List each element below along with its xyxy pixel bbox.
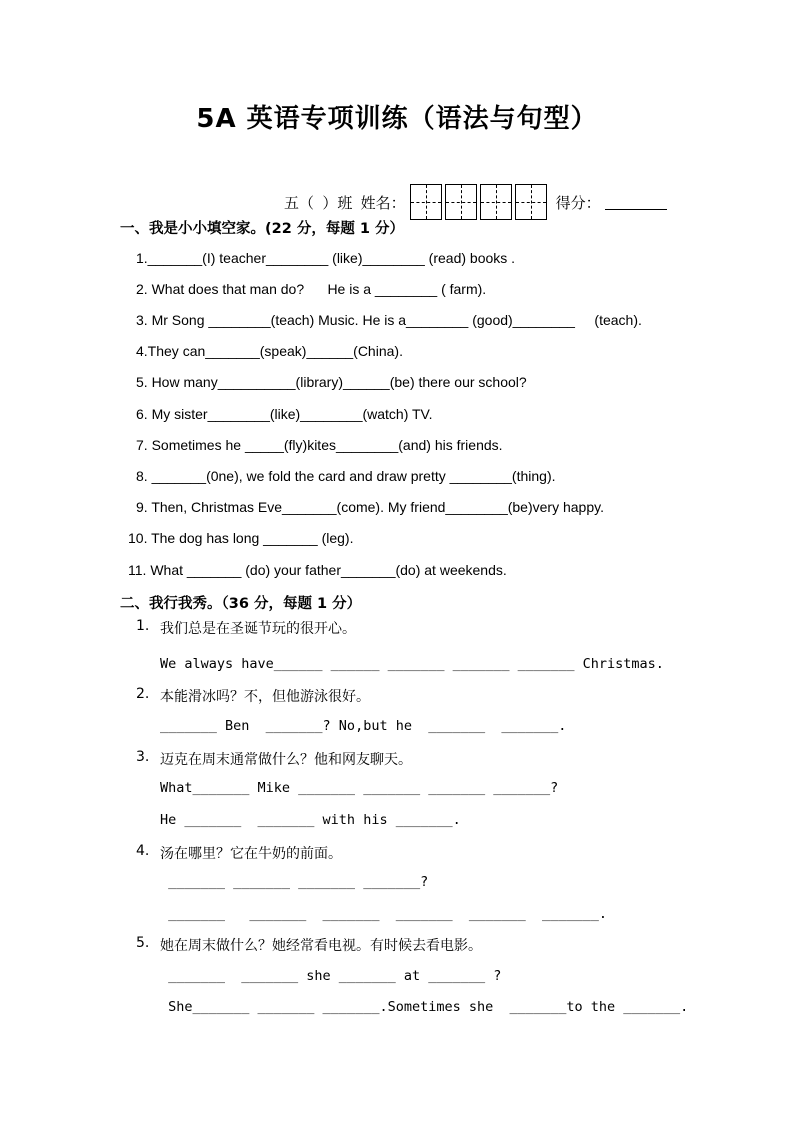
answer-line: _______ Ben _______? No,but he _______ _______. bbox=[160, 718, 567, 734]
chinese-prompt: 汤在哪里？它在牛奶的前面。 bbox=[160, 846, 342, 862]
chinese-prompt: 我们总是在圣诞节玩的很开心。 bbox=[160, 621, 356, 637]
question-number: 1. bbox=[136, 618, 150, 634]
name-writing-grid[interactable] bbox=[410, 184, 550, 220]
name-grid-cell[interactable] bbox=[410, 184, 442, 220]
fill-item: 9. Then, Christmas Eve_______(come). My friend________(be)very happy. bbox=[136, 499, 604, 515]
chinese-prompt: 她在周末做什么？她经常看电视。有时候去看电影。 bbox=[160, 938, 482, 954]
score-blank[interactable] bbox=[605, 195, 667, 210]
fill-item: 11. What _______ (do) your father_______(do) at weekends. bbox=[128, 562, 507, 578]
answer-line: What_______ Mike _______ _______ _______ _______? bbox=[160, 780, 559, 796]
question-number: 4. bbox=[136, 843, 150, 859]
chinese-prompt: 本能滑冰吗？不，但他游泳很好。 bbox=[160, 689, 370, 705]
fill-item: 5. How many__________(library)______(be) there our school? bbox=[136, 374, 527, 390]
answer-line: _______ _______ she _______ at _______ ? bbox=[160, 968, 502, 984]
name-grid-cell[interactable] bbox=[445, 184, 477, 220]
fill-item: 7. Sometimes he _____(fly)kites________(and) his friends. bbox=[136, 437, 503, 453]
chinese-prompt: 迈克在周末通常做什么？他和网友聊天。 bbox=[160, 752, 412, 768]
question-number: 2. bbox=[136, 686, 150, 702]
question-number: 3. bbox=[136, 749, 150, 765]
answer-line: She_______ _______ _______.Sometimes she _______to the _______. bbox=[160, 999, 689, 1015]
class-name-label: 五（ ）班 姓名： bbox=[284, 194, 406, 212]
answer-line: We always have______ ______ _______ _______ _______ Christmas. bbox=[160, 656, 664, 672]
name-grid-cell[interactable] bbox=[515, 184, 547, 220]
student-info-row bbox=[284, 184, 667, 220]
fill-item: 1._______(I) teacher________ (like)________ (read) books . bbox=[136, 250, 516, 266]
question-number: 5. bbox=[136, 935, 150, 951]
fill-item: 3. Mr Song ________(teach) Music. He is a________ (good)________ (teach). bbox=[136, 312, 642, 328]
section1-heading: 一、我是小小填空家。(22 分，每题 1 分） bbox=[120, 221, 405, 237]
answer-line: _______ _______ _______ _______? bbox=[160, 874, 429, 890]
fill-item: 2. What does that man do? He is a ________ ( farm). bbox=[136, 281, 487, 297]
name-grid-cell[interactable] bbox=[480, 184, 512, 220]
fill-item: 10. The dog has long _______ (leg). bbox=[128, 530, 354, 546]
answer-line: He _______ _______ with his _______. bbox=[160, 812, 461, 828]
fill-item: 6. My sister________(like)________(watch) TV. bbox=[136, 406, 433, 422]
score-label: 得分： bbox=[555, 194, 601, 212]
page-title: 5A 英语专项训练（语法与句型） bbox=[196, 104, 598, 134]
fill-item: 4.They can_______(speak)______(China). bbox=[136, 343, 403, 359]
section2-heading: 二、我行我秀。（36 分，每题 1 分） bbox=[120, 596, 362, 612]
fill-item: 8. _______(0ne), we fold the card and draw pretty ________(thing). bbox=[136, 468, 556, 484]
answer-line: _______ _______ _______ _______ _______ _______. bbox=[160, 906, 608, 922]
